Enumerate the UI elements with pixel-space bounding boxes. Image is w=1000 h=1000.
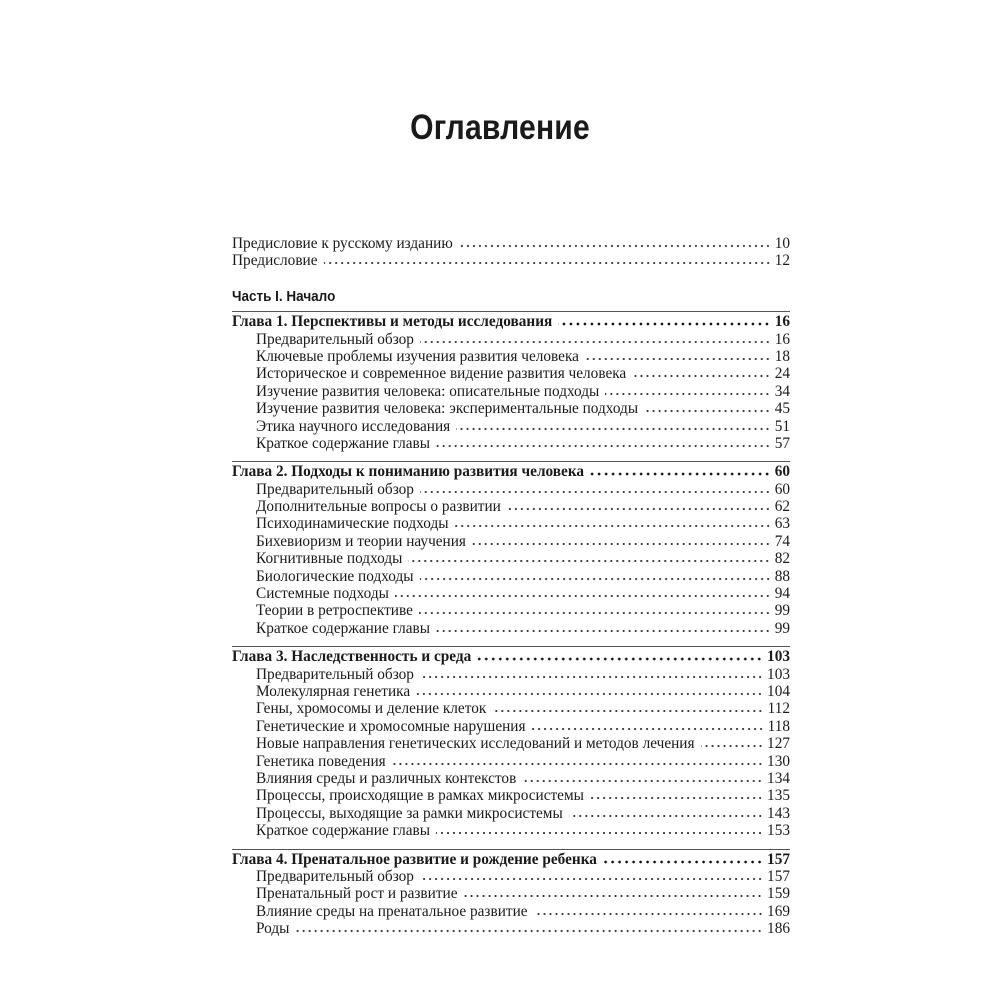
dot-leader — [569, 814, 763, 818]
toc-entry-section[interactable] — [232, 568, 790, 585]
entry-label: Изучение развития человека: экспериментальные подходы — [256, 400, 639, 418]
dot-leader — [472, 542, 771, 546]
toc-entry-section[interactable] — [232, 920, 790, 937]
entry-label: Генетические и хромосомные нарушения — [256, 717, 526, 735]
entry-label: Предварительный обзор — [256, 330, 414, 348]
toc-entry-chapter[interactable] — [232, 648, 790, 665]
toc-entry-section[interactable] — [232, 383, 790, 400]
toc-entry-section[interactable] — [232, 585, 790, 602]
dot-leader — [532, 727, 764, 731]
toc-entry-section[interactable] — [232, 770, 790, 787]
toc-entry-section[interactable] — [232, 822, 790, 839]
entry-label: Краткое содержание главы — [256, 822, 431, 840]
dot-leader — [408, 559, 770, 563]
toc-entry-chapter[interactable] — [232, 313, 790, 330]
dot-leader — [295, 929, 763, 933]
dot-leader — [644, 409, 771, 413]
entry-label: Ключевые проблемы изучения развития человека — [256, 347, 579, 365]
dot-leader — [463, 894, 763, 898]
toc-entry-section[interactable] — [232, 498, 790, 515]
dot-leader — [492, 709, 763, 713]
entry-label: Процессы, выходящие за рамки микросистемы — [256, 804, 563, 822]
entry-label: Глава 2. Подходы к пониманию развития человека — [232, 463, 585, 481]
page-number: 63 — [774, 515, 790, 533]
page-number: 157 — [767, 850, 790, 868]
entry-label: Биологические подходы — [256, 567, 414, 585]
page-number: 24 — [774, 365, 790, 383]
dot-leader — [459, 244, 771, 248]
entry-label: Краткое содержание главы — [256, 619, 431, 637]
toc-entry-section[interactable] — [232, 718, 790, 735]
page-number: 159 — [767, 885, 790, 903]
part-heading: Часть I. Начало — [232, 287, 336, 305]
toc-entry-section[interactable] — [232, 348, 790, 365]
entry-label: Пренатальный рост и развитие — [256, 885, 458, 903]
page-number: 130 — [767, 752, 790, 770]
page-number: 60 — [774, 463, 790, 481]
dot-leader — [585, 357, 771, 361]
toc-entry-section[interactable] — [232, 400, 790, 417]
page-number: 143 — [767, 804, 790, 822]
entry-label: Гены, хромосомы и деление клеток — [256, 700, 487, 718]
page-number: 112 — [767, 700, 790, 718]
page-number: 157 — [767, 867, 790, 885]
entry-label: Генетика поведения — [256, 752, 386, 770]
entry-label: Системные подходы — [256, 585, 389, 603]
dot-leader — [420, 877, 763, 881]
toc-entry-section[interactable] — [232, 787, 790, 804]
entry-label: Краткое содержание главы — [256, 434, 431, 452]
toc-entry-section[interactable] — [232, 805, 790, 822]
page-number: 74 — [774, 532, 790, 550]
entry-label: Влияния среды и различных контекстов — [256, 769, 517, 787]
page-number: 103 — [767, 665, 790, 683]
dot-leader — [701, 744, 764, 748]
entry-label: Глава 1. Перспективы и методы исследования — [232, 313, 553, 331]
entry-label: Глава 4. Пренатальное развитие и рождение ребенка — [232, 850, 597, 868]
toc-entry-section[interactable] — [232, 735, 790, 752]
page-number: 16 — [774, 330, 790, 348]
dot-leader — [558, 322, 770, 326]
toc-entry-front[interactable] — [232, 235, 790, 252]
dot-leader — [420, 675, 763, 679]
page-number: 45 — [774, 400, 790, 418]
page-number: 34 — [774, 382, 790, 400]
divider — [232, 849, 790, 850]
toc-entry-chapter[interactable] — [232, 851, 790, 868]
dot-leader — [420, 577, 771, 581]
page-number: 18 — [774, 347, 790, 365]
dot-leader — [590, 796, 763, 800]
dot-leader — [420, 490, 771, 494]
page-number: 99 — [774, 602, 790, 620]
dot-leader — [522, 779, 763, 783]
dot-leader — [632, 374, 770, 378]
toc-entry-section[interactable] — [232, 435, 790, 452]
page-number: 103 — [767, 648, 790, 666]
toc-entry-section[interactable] — [232, 885, 790, 902]
page-number: 62 — [774, 498, 790, 516]
toc-entry-section[interactable] — [232, 620, 790, 637]
dot-leader — [436, 629, 771, 633]
page-number: 99 — [774, 619, 790, 637]
dot-leader — [534, 912, 763, 916]
page-number: 88 — [774, 567, 790, 585]
toc-entry-section[interactable] — [232, 481, 790, 498]
toc-entry-section[interactable] — [232, 753, 790, 770]
dot-leader — [436, 831, 763, 835]
dot-leader — [456, 427, 771, 431]
entry-label: Предисловие — [232, 252, 318, 270]
toc-entry-section[interactable] — [232, 666, 790, 683]
entry-label: Роды — [256, 920, 290, 938]
dot-leader — [324, 261, 771, 265]
dot-leader — [507, 507, 771, 511]
entry-label: Бихевиоризм и теории научения — [256, 532, 466, 550]
dot-leader — [419, 611, 771, 615]
entry-label: Историческое и современное видение развития человека — [256, 365, 627, 383]
entry-label: Изучение развития человека: описательные подходы — [256, 382, 600, 400]
page-number: 10 — [774, 235, 790, 252]
toc-entry-section[interactable] — [232, 365, 790, 382]
page-number: 118 — [767, 717, 790, 735]
page-number: 57 — [774, 434, 790, 452]
dot-leader — [416, 692, 763, 696]
table-of-contents — [232, 235, 790, 937]
toc-entry-section[interactable] — [232, 533, 790, 550]
entry-label: Новые направления генетических исследований и методов лечения — [256, 735, 695, 753]
page-number: 12 — [774, 252, 790, 270]
entry-label: Предварительный обзор — [256, 480, 414, 498]
entry-label: Предварительный обзор — [256, 867, 414, 885]
dot-leader — [436, 444, 771, 448]
dot-leader — [395, 594, 771, 598]
page-title: Оглавление — [410, 108, 590, 147]
page-number: 153 — [767, 822, 790, 840]
page-number: 82 — [774, 550, 790, 568]
page-number: 104 — [767, 682, 790, 700]
toc-entry-section[interactable] — [232, 418, 790, 435]
toc-entry-section[interactable] — [232, 700, 790, 717]
page-number: 16 — [774, 313, 790, 331]
entry-label: Когнитивные подходы — [256, 550, 403, 568]
dot-leader — [477, 657, 763, 661]
page-number: 127 — [767, 735, 790, 753]
dot-leader — [392, 762, 763, 766]
page-number: 51 — [774, 417, 790, 435]
page-number: 135 — [767, 787, 790, 805]
entry-label: Молекулярная генетика — [256, 682, 411, 700]
page-number: 169 — [767, 902, 790, 920]
page-number: 94 — [774, 585, 790, 603]
entry-label: Дополнительные вопросы о развитии — [256, 498, 501, 516]
divider — [232, 461, 790, 462]
entry-label: Глава 3. Наследственность и среда — [232, 648, 472, 666]
toc-entry-section[interactable] — [232, 331, 790, 348]
entry-label: Психодинамические подходы — [256, 515, 449, 533]
toc-entry-section[interactable] — [232, 868, 790, 885]
page-number: 60 — [774, 480, 790, 498]
entry-label: Теории в ретроспективе — [256, 602, 413, 620]
entry-label: Этика научного исследования — [256, 417, 451, 435]
entry-label: Предварительный обзор — [256, 665, 414, 683]
dot-leader — [603, 860, 763, 864]
page-number: 186 — [767, 920, 790, 938]
toc-entry-chapter[interactable] — [232, 463, 790, 480]
toc-entry-section[interactable] — [232, 515, 790, 532]
dot-leader — [420, 340, 771, 344]
divider — [232, 311, 790, 312]
toc-entry-section[interactable] — [232, 602, 790, 619]
page-number: 134 — [767, 769, 790, 787]
divider — [232, 646, 790, 647]
toc-entry-section[interactable] — [232, 903, 790, 920]
dot-leader — [455, 524, 771, 528]
toc-entry-section[interactable] — [232, 550, 790, 567]
dot-leader — [590, 472, 771, 476]
toc-entry-front[interactable] — [232, 252, 790, 269]
entry-label: Влияние среды на пренатальное развитие — [256, 902, 528, 920]
dot-leader — [605, 392, 770, 396]
toc-entry-section[interactable] — [232, 683, 790, 700]
entry-label: Предисловие к русскому изданию — [232, 235, 453, 252]
entry-label: Процессы, происходящие в рамках микросистемы — [256, 787, 584, 805]
